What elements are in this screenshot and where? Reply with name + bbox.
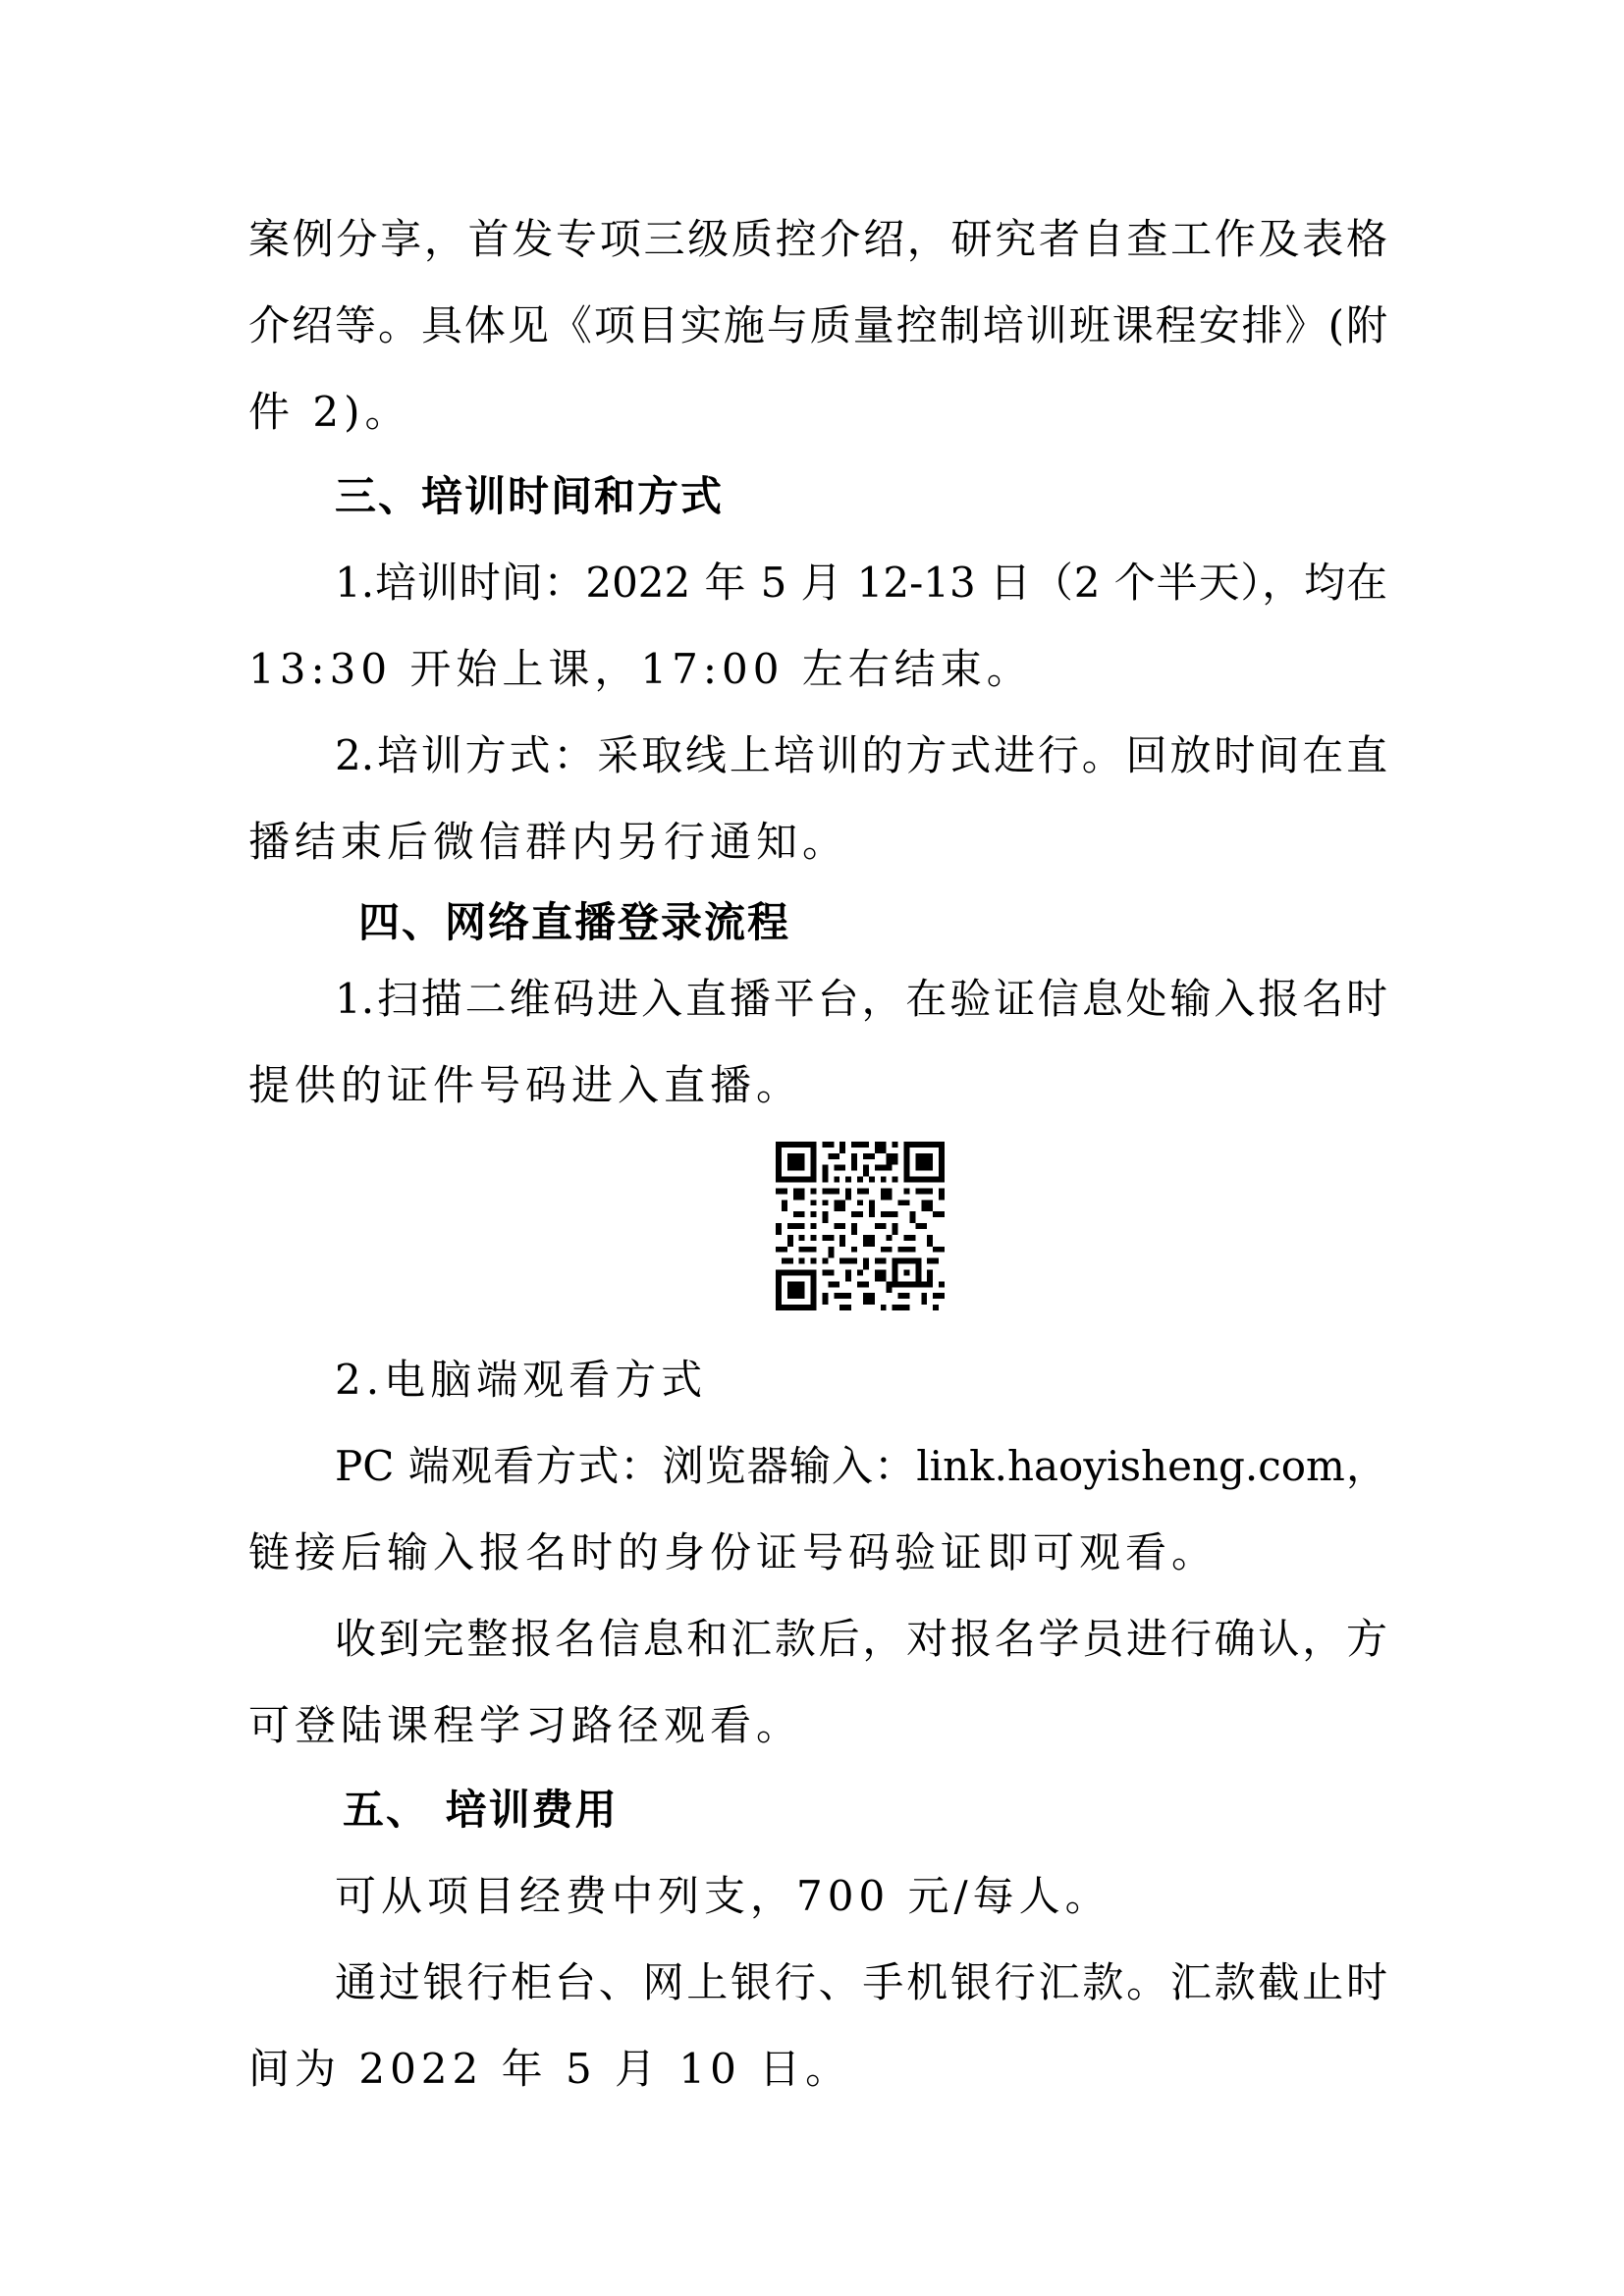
paragraph-line: 件 2)。 [248, 388, 411, 436]
paragraph-line: 收到完整报名信息和汇款后，对报名学员进行确认，方 [335, 1615, 1387, 1663]
qr-code-icon [776, 1142, 945, 1310]
paragraph-line: 通过银行柜台、网上银行、手机银行汇款。汇款截止时 [335, 1958, 1387, 2006]
paragraph-line: 可登陆课程学习路径观看。 [248, 1701, 803, 1749]
section-heading-5: 五、 培训费用 [343, 1786, 619, 1834]
paragraph-line: 可从项目经费中列支，700 元/每人。 [335, 1872, 1111, 1920]
paragraph-line: 2.电脑端观看方式 [335, 1356, 708, 1404]
paragraph-line: 2.培训方式：采取线上培训的方式进行。回放时间在直 [335, 731, 1387, 779]
paragraph-line: PC 端观看方式：浏览器输入：link.haoyisheng.com， [335, 1442, 1387, 1490]
paragraph-line: 链接后输入报名时的身份证号码验证即可观看。 [248, 1528, 1218, 1576]
section-heading-3: 三、培训时间和方式 [335, 472, 725, 520]
paragraph-line: 提供的证件号码进入直播。 [248, 1061, 803, 1109]
paragraph-line: 介绍等。具体见《项目实施与质量控制培训班课程安排》(附 [248, 301, 1387, 349]
paragraph-line: 间为 2022 年 5 月 10 日。 [248, 2045, 852, 2093]
paragraph-line: 1.扫描二维码进入直播平台，在验证信息处输入报名时 [335, 975, 1387, 1023]
paragraph-line: 案例分享，首发专项三级质控介绍，研究者自查工作及表格 [248, 215, 1387, 263]
paragraph-line: 播结束后微信群内另行通知。 [248, 818, 849, 866]
section-heading-4: 四、网络直播登录流程 [358, 898, 791, 946]
paragraph-line: 13:30 开始上课，17:00 左右结束。 [248, 645, 1033, 693]
paragraph-line: 1.培训时间：2022 年 5 月 12-13 日（2 个半天），均在 [335, 559, 1387, 607]
